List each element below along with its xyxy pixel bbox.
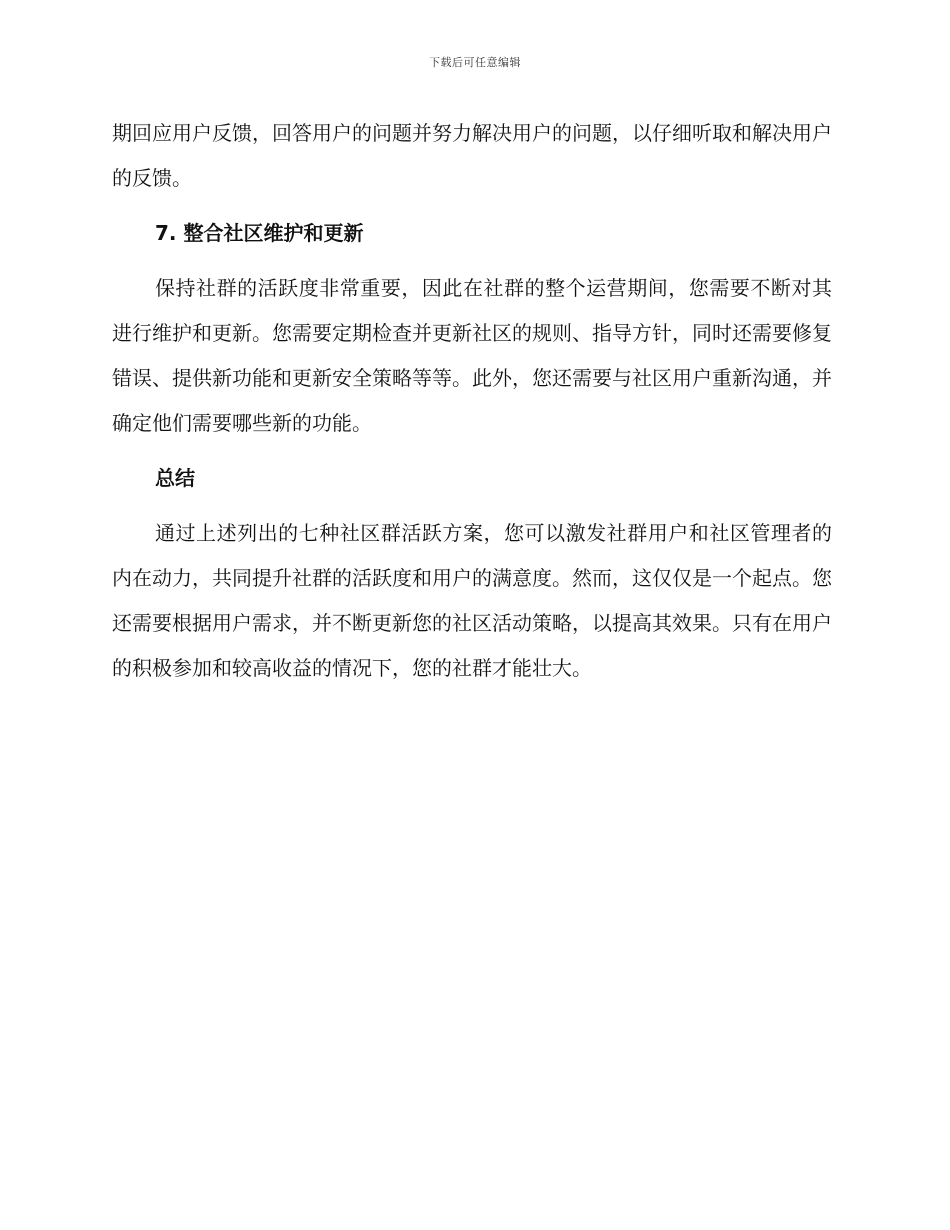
paragraph-continued: 期回应用户反馈，回答用户的问题并努力解决用户的问题，以仔细听取和解决用户的反馈。: [112, 121, 832, 190]
section-heading-7: 7. 整合社区维护和更新: [155, 221, 364, 245]
paragraph-section-7: 保持社群的活跃度非常重要，因此在社群的整个运营期间，您需要不断对其进行维护和更新。您需要定期检查并更新社区的规则、指导方针，同时还需要修复错误、提供新功能和更新安全策略等等。此外，您还需要与社区用户重新沟通，并确定他们需要哪些新的功能。: [112, 276, 832, 435]
document-body: [112, 111, 832, 691]
page-header: 下载后可任意编辑: [429, 56, 521, 69]
paragraph-summary: 通过上述列出的七种社区群活跃方案，您可以激发社群用户和社区管理者的内在动力，共同提升社群的活跃度和用户的满意度。然而，这仅仅是一个起点。您还需要根据用户需求，并不断更新您的社区活动策略，以提高其效果。只有在用户的积极参加和较高收益的情况下，您的社群才能壮大。: [112, 521, 832, 680]
section-heading-summary: 总结: [155, 466, 195, 490]
